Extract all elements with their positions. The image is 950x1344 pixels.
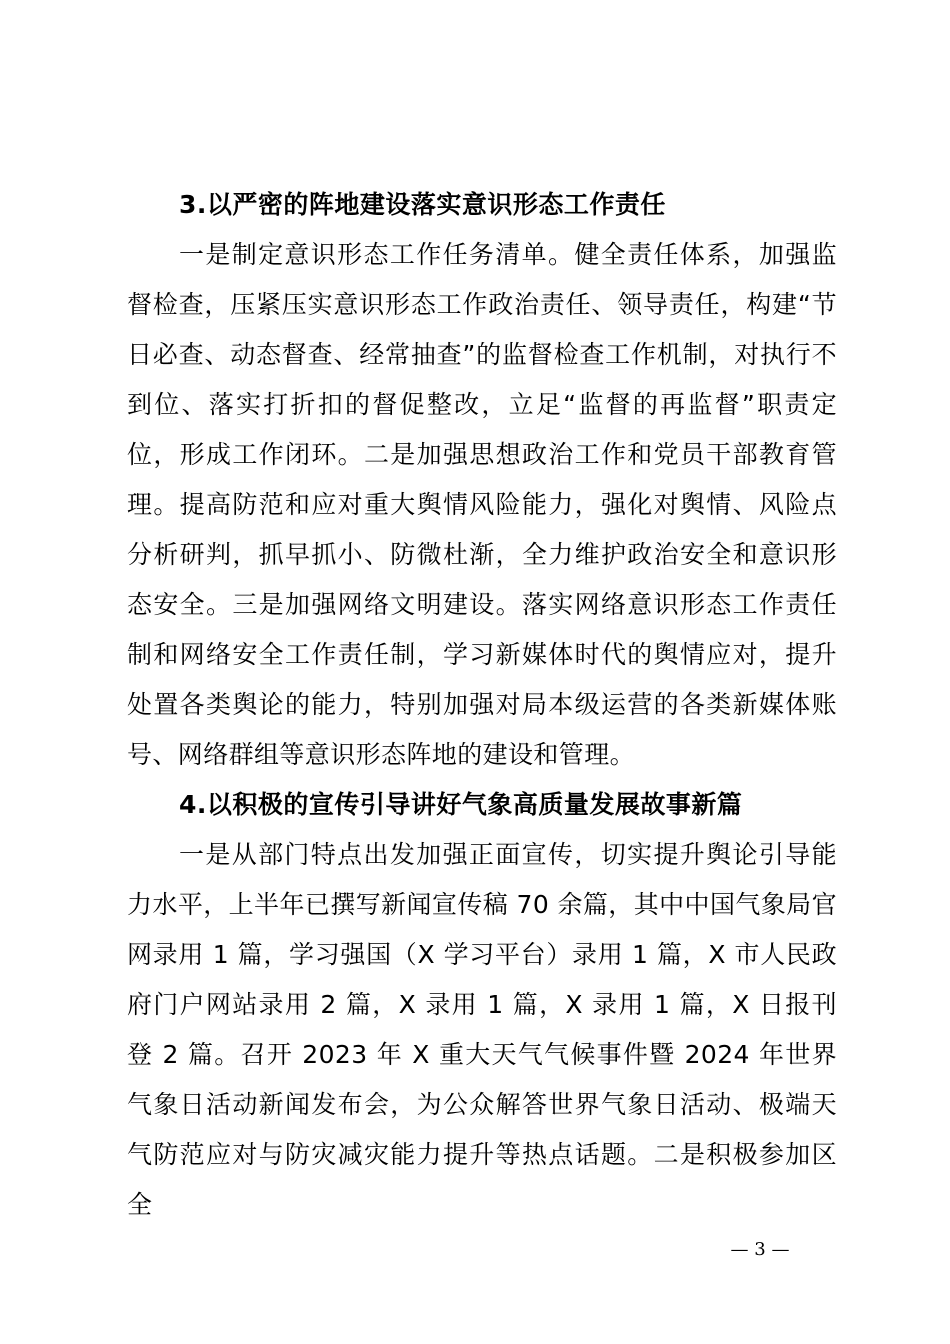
section-paragraph-3: 一是制定意识形态工作任务清单。健全责任体系，加强监督检查，压紧压实意识形态工作政治责任、领导责任，构建“节日必查、动态督查、经常抽查”的监督检查工作机制，对执行不到位、落实打折扣的督促整改，立足“监督的再监督”职责定位，形成工作闭环。二是加强思想政治工作和党员干部教育管理。提高防范和应对重大舆情风险能力，强化对舆情、风险点分析研判，抓早抓小、防微杜渐，全力维护政治安全和意识形态安全。三是加强网络文明建设。落实网络意识形态工作责任制和网络安全工作责任制，学习新媒体时代的舆情应对，提升处置各类舆论的能力，特别加强对局本级运营的各类新媒体账号、网络群组等意识形态阵地的建设和管理。	[127, 240, 837, 769]
page-number: — 3 —	[730, 1239, 790, 1260]
section-heading-4: 4.以积极的宣传引导讲好气象高质量发展故事新篇	[179, 790, 743, 819]
section-heading-3: 3.以严密的阵地建设落实意识形态工作责任	[179, 190, 666, 219]
section-paragraph-4: 一是从部门特点出发加强正面宣传，切实提升舆论引导能力水平，上半年已撰写新闻宣传稿 70 余篇，其中中国气象局官网录用 1 篇，学习强国（X 学习平台）录用 1 篇，X 市人民政府门户网站录用 2 篇，X 录用 1 篇，X 录用 1 篇，X 日报刊登 2 篇。召开 2023 年 X 重大天气气候事件暨 2024 年世界气象日活动新闻发布会，为公众解答世界气象日活动、极端天气防范应对与防灾减灾能力提升等热点话题。二是积极参加区全	[127, 840, 837, 1219]
document-body	[127, 180, 837, 1230]
